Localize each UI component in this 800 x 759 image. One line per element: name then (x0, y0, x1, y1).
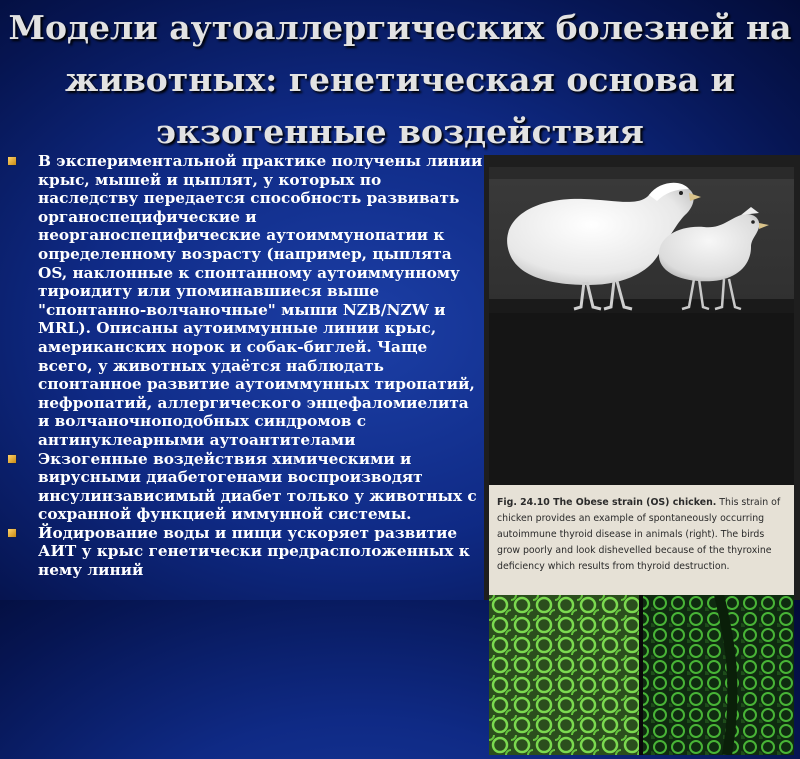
figure-caption-area (489, 485, 794, 595)
square-bullet-icon (8, 455, 16, 463)
figure-panel (484, 155, 800, 600)
fluorescence-micrograph (489, 595, 794, 755)
bullet-list (8, 152, 484, 600)
caption-text: This strain of chicken provides an example of spontaneously occurring autoimmune thyroid disease in animals (right). The birds grow poorly and look dishevelled because of the thyroxine deficiency which results from thyroid destruction. (497, 497, 781, 572)
bullet-item (8, 450, 484, 524)
square-bullet-icon (8, 529, 16, 537)
bullet-item (8, 152, 484, 450)
chicken-photo-icon (489, 167, 794, 485)
fluorescence-micrograph-icon (489, 595, 794, 755)
bullet-text: Экзогенные воздействия химическими и вирусными диабетогенами воспроизводят инсулинзависимый диабет только у животных с сохранной функцией иммунной системы. (38, 449, 477, 524)
chicken-photo (489, 167, 794, 485)
slide-title: Модели аутоаллергических болезней на животных: генетическая основа и экзогенные воздействия (8, 8, 792, 151)
caption-label: Fig. 24.10 The Obese strain (OS) chicken. (497, 497, 717, 508)
bullet-text: Йодирование воды и пищи ускоряет развитие АИТ у крыс генетически предрасположенных к нему линий (38, 523, 470, 580)
bullet-text: В экспериментальной практике получены линии крыс, мышей и цыплят, у которых по наследству передается способность развивать органоспецифические и неорганоспецифические аутоиммунопатии к определенному возрасту (например, цыплята OS, наклонные к спонтанному аутоиммунному тироидиту или упоминавшиеся выше "спонтанно-волчаночные" мыши NZB/NZW и MRL). Описаны аутоиммунные линии крыс, американских норок и собак-биглей. Чаще всего, у животных удаётся наблюдать спонтанное развитие аутоиммунных тиропатий, нефропатий, аллергического энцефаломиелита и волчаночноподобных синдромов с антинуклеарными аутоантителами (38, 152, 483, 449)
square-bullet-icon (8, 157, 16, 165)
bullet-item (8, 524, 484, 580)
figure-caption (497, 495, 789, 575)
